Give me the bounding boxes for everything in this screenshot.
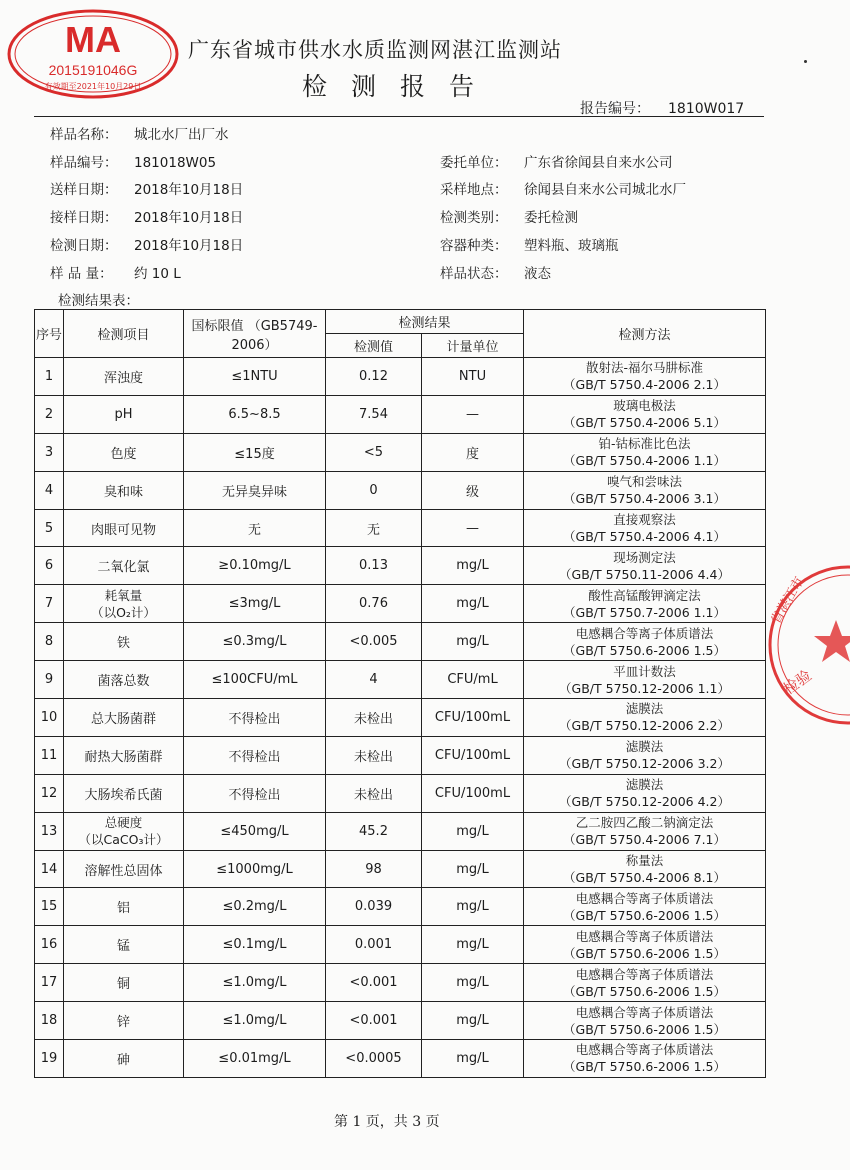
cell-no: 16 [35,926,64,964]
table-row [35,1040,766,1078]
cell-item: 总硬度 （以CaCO₃计） [64,812,184,850]
table-row [35,395,766,433]
cell-method: 滤膜法 （GB/T 5750.12-2006 3.2） [524,736,766,774]
svg-text:省湛江市: 省湛江市 [768,574,808,627]
table-row [35,850,766,888]
table-row [35,585,766,623]
cell-unit: CFU/mL [422,661,524,699]
table-row [35,509,766,547]
table-row [35,358,766,396]
cell-unit: NTU [422,358,524,396]
cell-unit: mg/L [422,585,524,623]
header-limit: 国标限值 （GB5749-2006） [184,310,326,358]
cell-value: 0.76 [326,585,422,623]
cell-method: 平皿计数法 （GB/T 5750.12-2006 1.1） [524,661,766,699]
cell-item: 总大肠菌群 [64,699,184,737]
cell-limit: 6.5~8.5 [184,395,326,433]
cell-item: 菌落总数 [64,661,184,699]
info-state: 样品状态： 液态 [440,266,551,282]
header-method: 检测方法 [524,310,766,358]
cell-item: 色度 [64,433,184,471]
cell-value: 0 [326,471,422,509]
results-body [35,358,766,1078]
seal-validity: 有效期至2021年10月29日 [44,82,142,91]
seal-ma-text: MA [65,19,121,60]
cell-value: <0.0005 [326,1040,422,1078]
table-row [35,926,766,964]
cell-method: 电感耦合等离子体质谱法 （GB/T 5750.6-2006 1.5） [524,888,766,926]
info-sampling-site: 采样地点： 徐闻县自来水公司城北水厂 [440,182,686,198]
cell-item: 铁 [64,623,184,661]
cell-item: 耐热大肠菌群 [64,736,184,774]
cell-unit: mg/L [422,812,524,850]
cell-limit: 不得检出 [184,774,326,812]
cell-method: 称量法 （GB/T 5750.4-2006 8.1） [524,850,766,888]
table-row [35,888,766,926]
cell-item: 耗氧量 （以O₂计） [64,585,184,623]
cell-method: 现场测定法 （GB/T 5750.11-2006 4.4） [524,547,766,585]
cell-limit: 无异臭异味 [184,471,326,509]
cell-unit: CFU/100mL [422,736,524,774]
cell-item: 砷 [64,1040,184,1078]
cell-method: 电感耦合等离子体质谱法 （GB/T 5750.6-2006 1.5） [524,1002,766,1040]
cell-method: 酸性高锰酸钾滴定法 （GB/T 5750.7-2006 1.1） [524,585,766,623]
cell-method: 电感耦合等离子体质谱法 （GB/T 5750.6-2006 1.5） [524,1040,766,1078]
cell-unit: 级 [422,471,524,509]
cell-item: 锰 [64,926,184,964]
cell-unit: mg/L [422,850,524,888]
info-sample-name: 样品名称： 城北水厂出厂水 [50,127,229,143]
report-number [580,98,744,118]
cell-no: 13 [35,812,64,850]
cell-no: 11 [35,736,64,774]
cell-limit: ≤0.01mg/L [184,1040,326,1078]
table-row [35,812,766,850]
cell-method: 电感耦合等离子体质谱法 （GB/T 5750.6-2006 1.5） [524,926,766,964]
table-row [35,699,766,737]
table-row [35,471,766,509]
info-container: 容器种类： 塑料瓶、玻璃瓶 [440,238,619,254]
table-row [35,1002,766,1040]
header-value: 检测值 [326,334,422,358]
cell-no: 3 [35,433,64,471]
cell-limit: ≤100CFU/mL [184,661,326,699]
cell-method: 直接观察法 （GB/T 5750.4-2006 4.1） [524,509,766,547]
table-row [35,547,766,585]
cell-no: 1 [35,358,64,396]
cell-value: 无 [326,509,422,547]
inspection-station-seal [758,560,850,730]
info-receive-date: 接样日期： 2018年10月18日 [50,210,244,226]
cell-no: 2 [35,395,64,433]
info-sample-no: 样品编号： 181018W05 [50,155,217,171]
cell-limit: ≤1NTU [184,358,326,396]
cell-no: 10 [35,699,64,737]
cell-no: 14 [35,850,64,888]
cell-value: 0.039 [326,888,422,926]
cell-item: 臭和味 [64,471,184,509]
table-row [35,623,766,661]
cell-item: 浑浊度 [64,358,184,396]
cell-unit: mg/L [422,623,524,661]
cell-item: 肉眼可见物 [64,509,184,547]
table-caption: 检测结果表： [58,293,139,309]
table-row [35,774,766,812]
info-test-type: 检测类别： 委托检测 [440,210,578,226]
cell-item: 大肠埃希氏菌 [64,774,184,812]
cell-limit: 不得检出 [184,736,326,774]
cell-limit: ≤1.0mg/L [184,1002,326,1040]
cell-unit: CFU/100mL [422,699,524,737]
cell-value: 未检出 [326,736,422,774]
cell-limit: ≤450mg/L [184,812,326,850]
cell-value: <5 [326,433,422,471]
scan-speck [804,60,807,63]
cell-unit: 度 [422,433,524,471]
cell-unit: mg/L [422,1002,524,1040]
header-item: 检测项目 [64,310,184,358]
info-test-date: 检测日期： 2018年10月18日 [50,238,244,254]
cell-unit: CFU/100mL [422,774,524,812]
seal-number: 2015191046G [48,62,138,78]
cell-no: 7 [35,585,64,623]
cell-limit: ≤0.3mg/L [184,623,326,661]
cell-limit: ≤1000mg/L [184,850,326,888]
header-unit: 计量单位 [422,334,524,358]
cell-unit: mg/L [422,1040,524,1078]
cell-no: 17 [35,964,64,1002]
cell-limit: ≤0.2mg/L [184,888,326,926]
info-client: 委托单位： 广东省徐闻县自来水公司 [440,155,673,171]
cell-limit: ≤15度 [184,433,326,471]
cell-value: 45.2 [326,812,422,850]
table-row [35,736,766,774]
cell-limit: ≥0.10mg/L [184,547,326,585]
cell-item: pH [64,395,184,433]
cell-method: 电感耦合等离子体质谱法 （GB/T 5750.6-2006 1.5） [524,964,766,1002]
cell-limit: ≤3mg/L [184,585,326,623]
results-table [34,309,766,1078]
cell-unit: mg/L [422,888,524,926]
cell-no: 19 [35,1040,64,1078]
info-send-date: 送样日期： 2018年10月18日 [50,182,244,198]
cell-method: 乙二胺四乙酸二钠滴定法 （GB/T 5750.4-2006 7.1） [524,812,766,850]
cell-value: <0.001 [326,964,422,1002]
cell-no: 18 [35,1002,64,1040]
cell-method: 散射法-福尔马肼标准 （GB/T 5750.4-2006 2.1） [524,358,766,396]
cell-no: 8 [35,623,64,661]
cell-no: 12 [35,774,64,812]
cell-limit: ≤1.0mg/L [184,964,326,1002]
cell-value: 4 [326,661,422,699]
cell-method: 嗅气和尝味法 （GB/T 5750.4-2006 3.1） [524,471,766,509]
cell-no: 6 [35,547,64,585]
cell-item: 铝 [64,888,184,926]
cell-value: 7.54 [326,395,422,433]
cell-value: 98 [326,850,422,888]
cell-unit: mg/L [422,547,524,585]
table-row [35,433,766,471]
cell-unit: mg/L [422,964,524,1002]
cell-limit: ≤0.1mg/L [184,926,326,964]
cell-item: 二氧化氯 [64,547,184,585]
cell-no: 9 [35,661,64,699]
cell-limit: 不得检出 [184,699,326,737]
cell-unit: — [422,509,524,547]
info-quantity: 样 品 量： 约 10 L [50,266,181,282]
cell-value: 未检出 [326,699,422,737]
header-no: 序号 [35,310,64,358]
report-title: 检测报告 [302,72,499,101]
organization-name: 广东省城市供水水质监测网湛江监测站 [188,38,562,62]
cell-item: 锌 [64,1002,184,1040]
cell-no: 15 [35,888,64,926]
cell-method: 滤膜法 （GB/T 5750.12-2006 2.2） [524,699,766,737]
header-result: 检测结果 [326,310,524,334]
cell-value: 0.12 [326,358,422,396]
page-indicator: 第 1 页，共 3 页 [334,1114,440,1130]
cell-no: 5 [35,509,64,547]
cell-item: 铜 [64,964,184,1002]
cell-limit: 无 [184,509,326,547]
report-number-value: 1810W017 [668,101,745,117]
ma-certification-seal [6,8,180,100]
cell-value: 0.001 [326,926,422,964]
header-divider [34,116,764,117]
cell-method: 滤膜法 （GB/T 5750.12-2006 4.2） [524,774,766,812]
cell-value: <0.005 [326,623,422,661]
cell-value: 未检出 [326,774,422,812]
cell-item: 溶解性总固体 [64,850,184,888]
cell-value: 0.13 [326,547,422,585]
cell-method: 电感耦合等离子体质谱法 （GB/T 5750.6-2006 1.5） [524,623,766,661]
cell-method: 玻璃电极法 （GB/T 5750.4-2006 5.1） [524,395,766,433]
table-row [35,964,766,1002]
cell-value: <0.001 [326,1002,422,1040]
cell-unit: — [422,395,524,433]
svg-text:检验: 检验 [779,666,815,699]
cell-method: 铂-钴标准比色法 （GB/T 5750.4-2006 1.1） [524,433,766,471]
report-number-label: 报告编号： [580,101,650,117]
cell-unit: mg/L [422,926,524,964]
cell-no: 4 [35,471,64,509]
table-row [35,661,766,699]
